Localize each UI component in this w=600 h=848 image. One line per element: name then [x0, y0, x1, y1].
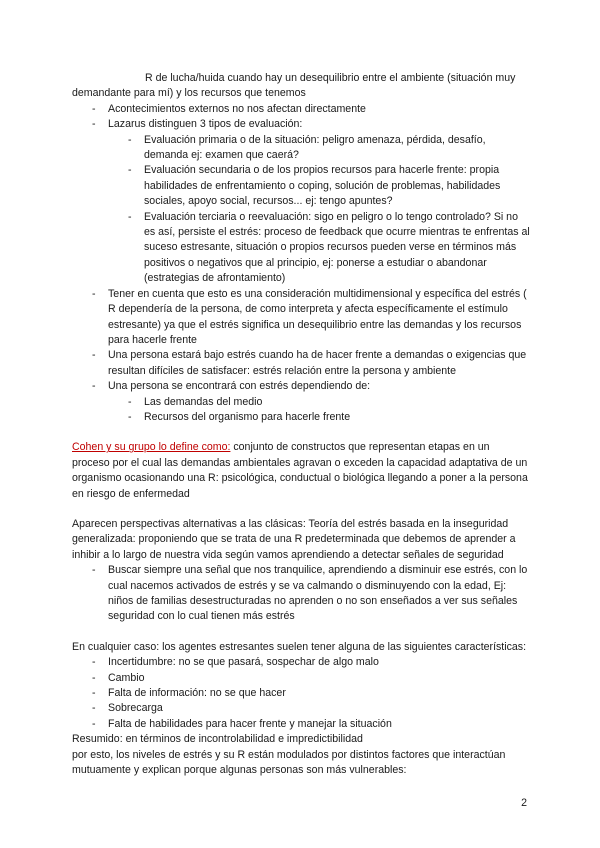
list-item: - Buscar siempre una señal que nos tranquilice, aprendiendo a disminuir ese estrés, con lo cual nacemos activados de estrés y se va calmando o disminuyendo con la edad, Ej: niños de familias desestructuradas no aprenden o no son enseñados a ver sus señales seguridad con lo cual tienen más estrés [108, 563, 530, 625]
list-item [108, 379, 530, 425]
list-item-text: Una persona se encontrará con estrés dependiendo de: [108, 380, 371, 393]
spacer [72, 502, 530, 517]
appraisal-sublist [108, 133, 530, 287]
list-item-text: Lazarus distinguen 3 tipos de evaluación: [108, 118, 303, 131]
lazarus-list [72, 102, 530, 426]
list-item: - Acontecimientos externos no nos afectan directamente [108, 102, 530, 117]
cohen-text: conjunto de constructos que representan etapas en un proceso por el cual las demandas ambientales agravan o exceden la capacidad adaptativa de un organismo ocasionando una R: psicológica, conductual o biológica llegando a poner a la persona en riesgo de enfermedad [72, 441, 528, 500]
perspectives-list [72, 563, 530, 625]
cohen-lead: Cohen y su grupo lo define como: [72, 441, 231, 454]
spacer [72, 625, 530, 640]
agents-list [72, 655, 530, 732]
agents-intro: En cualquier caso: los agentes estresantes suelen tener alguna de las siguientes características: [72, 640, 527, 653]
sublist-item: - Recursos del organismo para hacerle frente [144, 410, 530, 425]
list-item: - Incertidumbre: no se que pasará, sospechar de algo malo [108, 655, 530, 670]
sublist-item: - Las demandas del medio [144, 395, 530, 410]
list-item: - Cambio [108, 671, 530, 686]
page-number: 2 [521, 797, 527, 809]
list-item: - Tener en cuenta que esto es una consideración multidimensional y específica del estrés ( R dependería de la persona, de como interpreta y afecta específicamente el estímulo estresante) ya que el estrés significa un desequilibrio entre las demandas y los recursos para hacerle frente [108, 287, 530, 349]
cohen-paragraph [72, 440, 530, 502]
list-item: - Falta de habilidades para hacer frente y manejar la situación [108, 717, 530, 732]
list-item [108, 117, 530, 286]
perspectives-paragraph: Aparecen perspectivas alternativas a las clásicas: Teoría del estrés basada en la inseguridad generalizada: proponiendo que se trata de una R predeterminada que debemos de aprender a inhibir a lo largo de nuestra vida según vamos aprendiendo a detectar señales de seguridad [72, 517, 516, 561]
list-item: - Sobrecarga [108, 701, 530, 716]
sublist-item: - Evaluación primaria o de la situación: peligro amenaza, pérdida, desafío, demanda ej: examen que caerá? [144, 133, 530, 164]
list-item: - Falta de información: no se que hacer [108, 686, 530, 701]
intro-paragraph: R de lucha/huida cuando hay un desequilibrio entre el ambiente (situación muy demandante para mí) y los recursos que tenemos [72, 72, 516, 100]
depends-sublist [108, 395, 530, 426]
sublist-item: - Evaluación terciaria o reevaluación: sigo en peligro o lo tengo controlado? Si no es así, persiste el estrés: proceso de feedback que ocurre mientras te enfrentas al suceso estresante, situación o propios recursos pueden verse en términos más positivos o negativos que al principio, ej: ponerse a estudiar o abandonar (estrategias de afrontamiento) [144, 210, 530, 287]
summary-paragraph: por esto, los niveles de estrés y su R están modulados por distintos factores que interactúan mutuamente y explican porque algunas personas son más vulnerables: [72, 748, 506, 777]
spacer [72, 425, 530, 440]
summary-line: Resumido: en términos de incontrolabilidad e impredictibilidad [72, 733, 363, 746]
list-item: - Una persona estará bajo estrés cuando ha de hacer frente a demandas o exigencias que resultan difíciles de satisfacer: estrés relación entre la persona y ambiente [108, 348, 530, 379]
sublist-item: - Evaluación secundaria o de los propios recursos para hacerle frente: propia habilidades de enfrentamiento o coping, solución de problemas, habilidades sociales, apoyo social, recursos... ej: tengo apuntes? [144, 163, 530, 209]
page-content [72, 71, 530, 778]
